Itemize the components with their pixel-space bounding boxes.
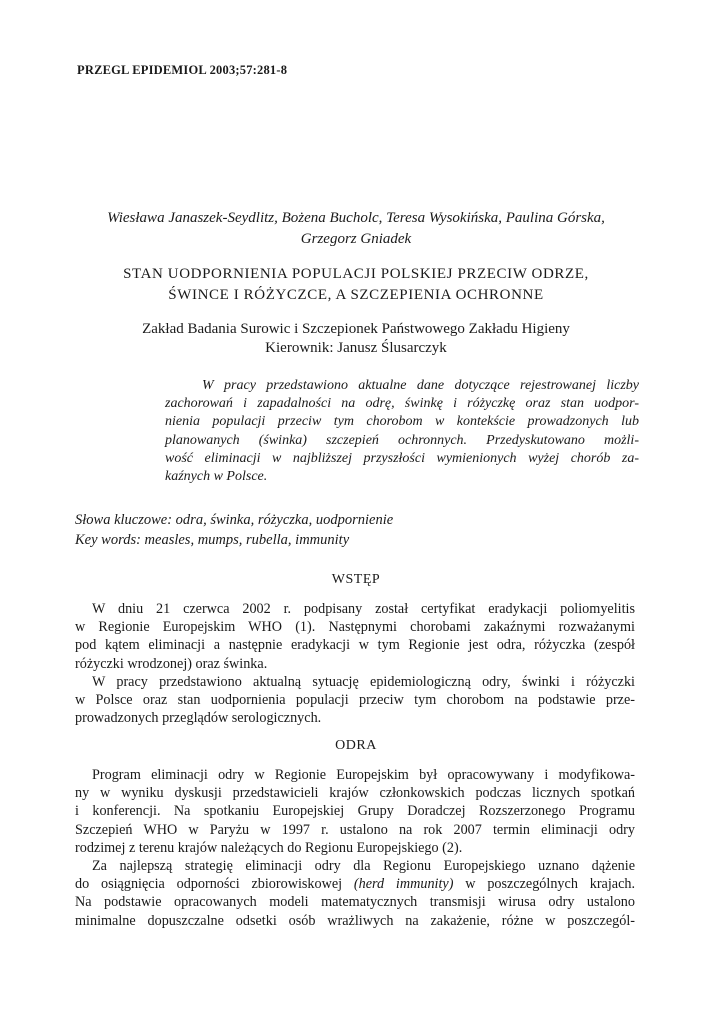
paragraph-line-mixed	[75, 875, 635, 893]
article-title	[60, 264, 652, 306]
keywords-english: Key words: measles, mumps, rubella, immunity	[75, 532, 350, 548]
affiliation-line: Zakład Badania Surowic i Szczepionek Państwowego Zakładu Higieny	[142, 321, 570, 337]
author-line: Wiesława Janaszek-Seydlitz, Bożena Bucholc, Teresa Wysokińska, Paulina Górska,	[107, 210, 605, 226]
keywords	[75, 510, 635, 550]
text-run: w poszczególnych krajach.	[465, 876, 636, 893]
abstract-line: kaźnych w Polsce.	[165, 469, 268, 485]
paragraph-line: rodzimej z terenu krajów należących do Regionu Europejskiego (2).	[75, 839, 463, 856]
paragraph-line: Na podstawie opracowanych modeli matematycznych transmisji wirusa odry ustalono	[75, 894, 635, 911]
paragraph-line: minimalne dopuszczalne odsetki osób wrażliwych na zakażenie, różne w poszczegól-	[75, 912, 635, 929]
section-body-wstep	[75, 600, 635, 727]
affiliation	[60, 320, 652, 358]
journal-reference: PRZEGL EPIDEMIOL 2003;57:281-8	[77, 63, 288, 77]
abstract-line: wość eliminacji w najbliższej przyszłości wymienionych wyżej chorób za-	[165, 450, 639, 466]
paragraph-line: Program eliminacji odry w Regionie Europejskim był opracowywany i modyfikowa-	[92, 767, 635, 783]
author-line: Grzegorz Gniadek	[300, 231, 412, 247]
paragraph-line: ny w wyniku dyskusji przedstawicieli krajów członkowskich podczas licznych spotkań	[75, 785, 635, 802]
section-heading-wstep: WSTĘP	[331, 572, 381, 587]
paragraph-line: Za najlepszą strategię eliminacji odry dla Regionu Europejskiego uznano dążenie	[92, 858, 635, 875]
emphasis-term: (herd immunity)	[353, 876, 454, 893]
paragraph-line: i konferencji. Na spotkaniu Europejskiej Grupy Doradczej Rozszerzonego Programu	[75, 803, 635, 820]
section-heading-odra: ODRA	[335, 738, 377, 753]
paragraph-line: w Polsce oraz stan uodpornienia populacji przeciw tym chorobom na podstawie prze-	[75, 692, 635, 709]
section-body-odra	[75, 766, 635, 930]
abstract	[165, 377, 639, 486]
keywords-polish: Słowa kluczowe: odra, świnka, różyczka, uodpornienie	[75, 512, 394, 528]
text-run: do osiągnięcia odporności zbiorowiskowej	[75, 876, 343, 893]
abstract-line: nienia populacji przeciw tym chorobom w kontekście prowadzonych lub	[165, 414, 639, 430]
paragraph-line: prowadzonych przeglądów serologicznych.	[75, 710, 322, 727]
paragraph-line: pod kątem eliminacji a następnie eradykacji w tym Regionie jest odra, różyczka (zespół	[75, 637, 635, 654]
abstract-line: planowanych (świnka) szczepień ochronnych. Przedyskutowano możli-	[165, 432, 639, 448]
paragraph-line: Szczepień WHO w Paryżu w 1997 r. ustalono na rok 2007 termin eliminacji odry	[75, 821, 635, 838]
paragraph-line: w Regionie Europejskim WHO (1). Następnymi chorobami zakaźnymi rozważanymi	[75, 619, 635, 636]
abstract-line: zachorowań i zapadalności na odrę, świnkę i różyczkę oraz stan uodpor-	[165, 396, 639, 412]
title-line: ŚWINCE I RÓŻYCZCE, A SZCZEPIENIA OCHRONNE	[168, 287, 544, 303]
paragraph-line: W pracy przedstawiono aktualną sytuację epidemiologiczną odry, świnki i różyczki	[92, 673, 635, 690]
paragraph-line: różyczki wrodzonej) oraz świnka.	[75, 655, 268, 672]
abstract-line: W pracy przedstawiono aktualne dane dotyczące rejestrowanej liczby	[202, 378, 639, 393]
title-line: STAN UODPORNIENIA POPULACJI POLSKIEJ PRZECIW ODRZE,	[123, 266, 589, 282]
author-list	[60, 208, 652, 250]
paragraph-line: W dniu 21 czerwca 2002 r. podpisany został certyfikat eradykacji poliomyelitis	[92, 601, 635, 617]
affiliation-head: Kierownik: Janusz Ślusarczyk	[265, 340, 447, 356]
